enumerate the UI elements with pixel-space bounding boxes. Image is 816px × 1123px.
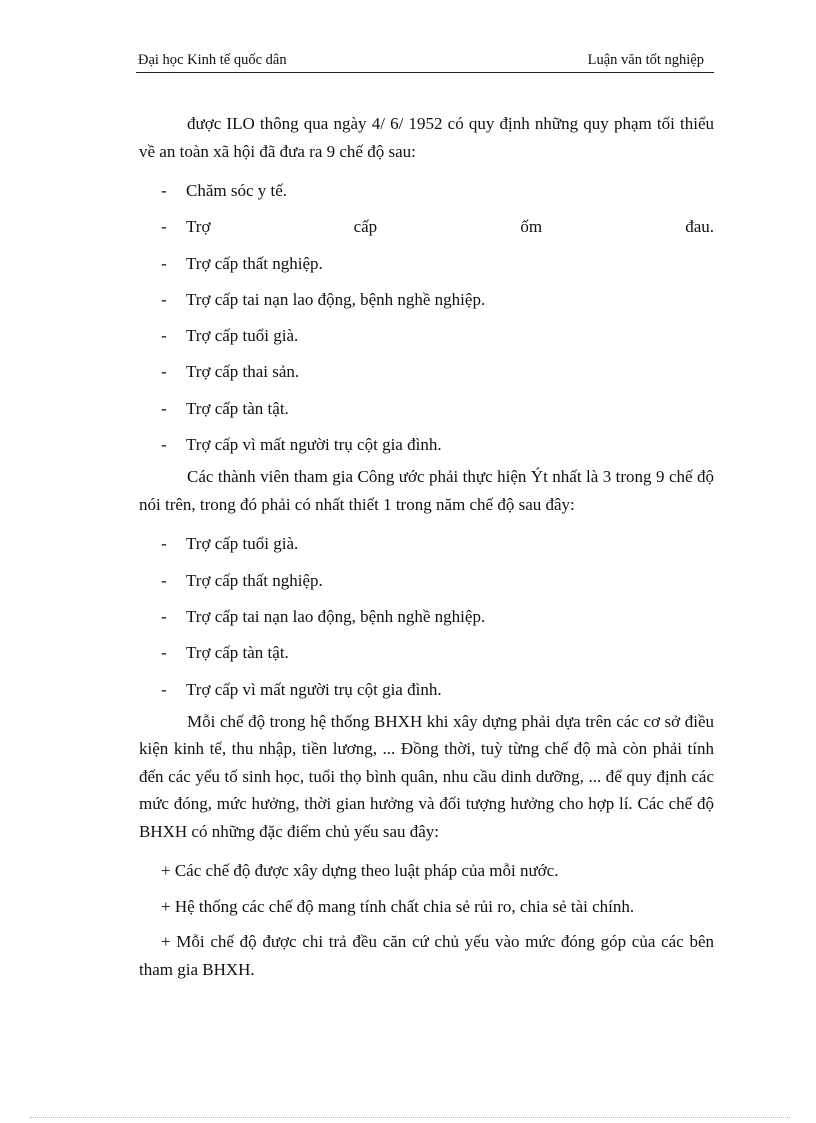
list-item-text: Trợ cấp tuổi già. [186, 534, 299, 554]
bullet-dash: - [161, 606, 167, 626]
list-item [139, 635, 714, 671]
footer-dotted-rule [30, 1117, 790, 1118]
list-item [139, 599, 714, 635]
list-item [139, 672, 714, 708]
bullet-dash: - [161, 289, 167, 309]
intro-paragraph: được ILO thông qua ngày 4/ 6/ 1952 có quy định những quy phạm tối thiểu về an toàn xã hội đã đưa ra 9 chế độ sau: [139, 114, 714, 161]
list-item [139, 173, 714, 209]
bullet-dash: - [161, 643, 167, 663]
list-item-text-justified [186, 209, 714, 245]
list-item [139, 246, 714, 282]
benefit-list-nine [139, 173, 714, 463]
list-item [139, 209, 714, 245]
list-item [139, 526, 714, 562]
header-university: Đại học Kinh tế quốc dân [138, 52, 287, 68]
list-item [139, 563, 714, 599]
list-item [139, 354, 714, 390]
bullet-dash: - [161, 679, 167, 699]
word: cấp [353, 217, 378, 237]
bullet-dash: - [161, 253, 167, 273]
bullet-dash: - [161, 534, 167, 554]
members-paragraph: Các thành viên tham gia Công ước phải thực hiện Ýt nhất là 3 trong 9 chế độ nói trên, trong đó phải có nhất thiết 1 trong năm chế độ sau đây: [139, 467, 714, 514]
list-item-text: Trợ cấp tuổi già. [186, 326, 299, 346]
regime-basis-paragraph: Mỗi chế độ trong hệ thống BHXH khi xây dựng phải dựa trên các cơ sở điều kiện kinh tế, thu nhập, tiền lương, ... Đồng thời, tuỳ từng chế độ mà còn phải tính đến các yếu tố sinh học, tuổi thọ bình quân, nhu cầu dinh dưỡng, ... để quy định các mức đóng, mức hưởng, thời gian hưởng và đối tượng hưởng cho hợp lí. Các chế độ BHXH có những đặc điểm chủ yếu sau đây: [139, 711, 714, 841]
word: Trợ [186, 217, 211, 237]
list-item [139, 318, 714, 354]
list-item-text: Trợ cấp thất nghiệp. [186, 253, 323, 273]
bullet-dash: - [161, 181, 167, 200]
header-thesis-title: Luận văn tốt nghiệp [587, 52, 704, 68]
bullet-dash: - [161, 326, 167, 346]
word: ốm [520, 217, 543, 237]
list-item-text: Trợ cấp thất nghiệp. [186, 570, 323, 590]
feature-item: + Mỗi chế độ được chi trả đều căn cứ chủ yếu vào mức đóng góp của các bên tham gia BHXH. [139, 932, 714, 979]
list-item-text: Trợ cấp thai sản. [186, 362, 300, 382]
page-content [139, 110, 714, 983]
bullet-dash: - [161, 398, 167, 418]
list-item-text: Trợ cấp tàn tật. [186, 643, 289, 663]
list-item-text: Trợ cấp tai nạn lao động, bệnh nghề nghiệp. [186, 289, 486, 309]
list-item [139, 391, 714, 427]
list-item-text: Trợ cấp tai nạn lao động, bệnh nghề nghiệp. [186, 606, 486, 626]
bullet-dash: - [161, 435, 167, 455]
list-item [139, 282, 714, 318]
list-item-text: Trợ cấp vì mất người trụ cột gia đình. [186, 679, 442, 699]
list-item-text: Trợ cấp tàn tật. [186, 398, 289, 418]
bullet-dash: - [161, 570, 167, 590]
bullet-dash: - [161, 362, 167, 382]
list-item-text: Trợ cấp vì mất người trụ cột gia đình. [186, 435, 442, 455]
bullet-dash: - [161, 217, 167, 237]
feature-item: + Hệ thống các chế độ mang tính chất chia sẻ rủi ro, chia sẻ tài chính. [161, 896, 635, 916]
page-header [136, 50, 714, 73]
list-item-text: Chăm sóc y tế. [186, 181, 288, 200]
word: đau. [685, 217, 714, 237]
benefit-list-five [139, 526, 714, 707]
list-item [139, 427, 714, 463]
feature-item: + Các chế độ được xây dựng theo luật pháp của mỗi nước. [161, 861, 559, 881]
